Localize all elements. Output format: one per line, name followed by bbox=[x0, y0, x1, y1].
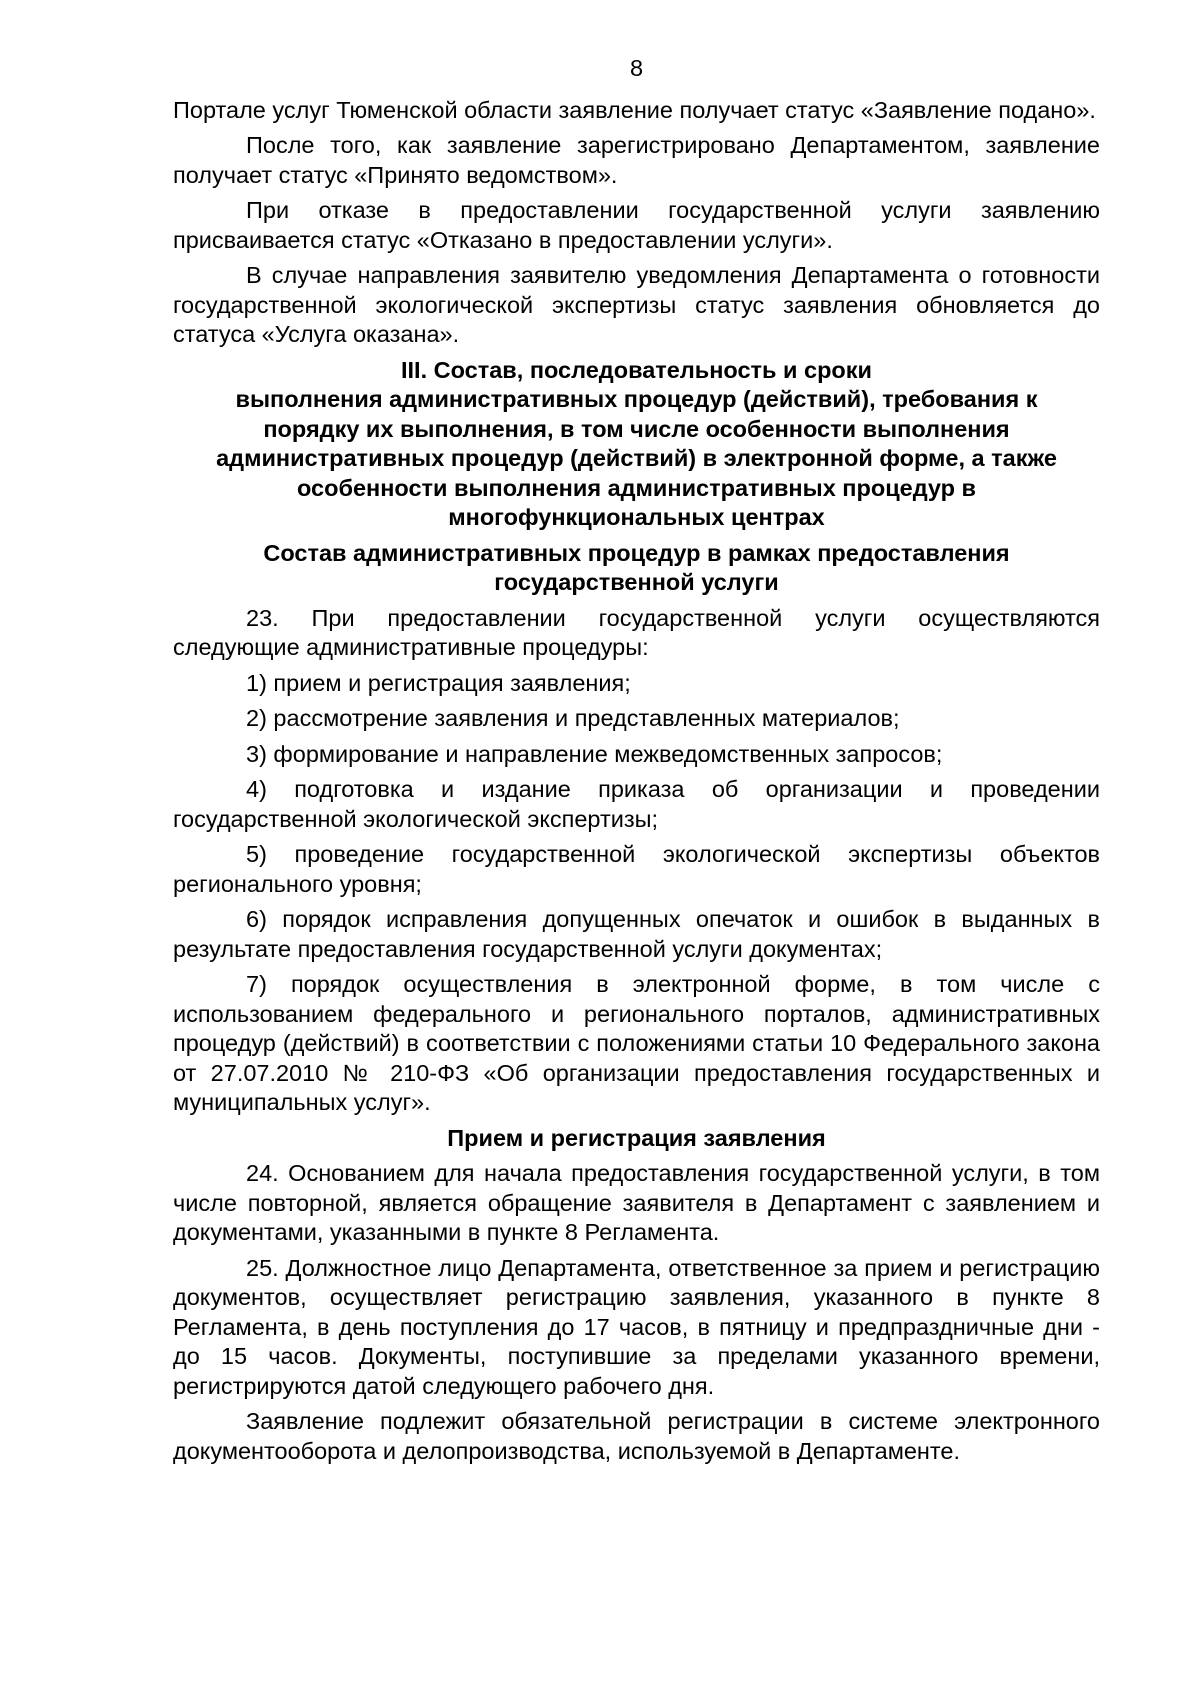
list-item-3: 3) формирование и направление межведомственных запросов; bbox=[246, 740, 943, 767]
subheading-composition: Состав административных процедур в рамках предоставления государственной услуги bbox=[263, 539, 1010, 595]
paragraph-item-25: 25. Должностное лицо Департамента, ответственное за прием и регистрацию документов, осуществляет регистрацию заявления, указанного в пункте 8 Регламента, в день поступления до 17 часов, в пятницу и предпраздничные дни - до 15 часов. Документы, поступившие за пределами указанного времени, регистрируются датой следующего рабочего дня. bbox=[173, 1254, 1100, 1399]
paragraph-item-23: 23. При предоставлении государственной услуги осуществляются следующие административные процедуры: bbox=[173, 604, 1100, 660]
paragraph-status-submitted: Портале услуг Тюменской области заявление получает статус «Заявление подано». bbox=[173, 96, 1096, 123]
section-heading-line: порядку их выполнения, в том числе особенности выполнения bbox=[263, 415, 1010, 442]
paragraph-status-completed: В случае направления заявителю уведомления Департамента о готовности государственной экологической экспертизы статус заявления обновляется до статуса «Услуга оказана». bbox=[173, 262, 1100, 347]
section-heading-line: многофункциональных центрах bbox=[448, 504, 825, 530]
section-heading-line: выполнения административных процедур (действий), требования к bbox=[235, 386, 1038, 412]
list-item-7: 7) порядок осуществления в электронной форме, в том числе с использованием федерального и регионального порталов, административных процедур (действий) в соответствии с положениями статьи 10 Федерального закона от 27.07.2010 № 210-ФЗ «Об организации предоставления государственных и муниципальных услуг». bbox=[173, 971, 1100, 1115]
list-item-2: 2) рассмотрение заявления и представленных материалов; bbox=[246, 705, 900, 731]
section-heading-line: особенности выполнения административных процедур в bbox=[296, 474, 977, 501]
list-item-6: 6) порядок исправления допущенных опечаток и ошибок в выданных в результате предоставления государственной услуги документах; bbox=[173, 906, 1100, 962]
paragraph-status-accepted: После того, как заявление зарегистрировано Департаментом, заявление получает статус «Принято ведомством». bbox=[173, 132, 1100, 188]
section-heading bbox=[173, 356, 1100, 533]
list-item-4: 4) подготовка и издание приказа об организации и проведении государственной экологической экспертизы; bbox=[173, 776, 1100, 832]
paragraph-status-refused: При отказе в предоставлении государственной услуги заявлению присваивается статус «Отказано в предоставлении услуги». bbox=[173, 197, 1100, 253]
section-heading-line: административных процедур (действий) в электронной форме, а также bbox=[216, 445, 1057, 471]
paragraph-item-24: 24. Основанием для начала предоставления государственной услуги, в том числе повторной, является обращение заявителя в Департамент с заявлением и документами, указанными в пункте 8 Регламента. bbox=[173, 1160, 1100, 1245]
list-item-5: 5) проведение государственной экологической экспертизы объектов регионального уровня; bbox=[173, 841, 1100, 897]
subheading-reception: Прием и регистрация заявления bbox=[447, 1124, 826, 1151]
page-number: 8 bbox=[629, 55, 644, 81]
section-heading-line: III. Состав, последовательность и сроки bbox=[401, 356, 872, 383]
paragraph-registration: Заявление подлежит обязательной регистрации в системе электронного документооборота и делопроизводства, используемой в Департаменте. bbox=[173, 1408, 1100, 1464]
list-item-1: 1) прием и регистрация заявления; bbox=[246, 669, 631, 696]
